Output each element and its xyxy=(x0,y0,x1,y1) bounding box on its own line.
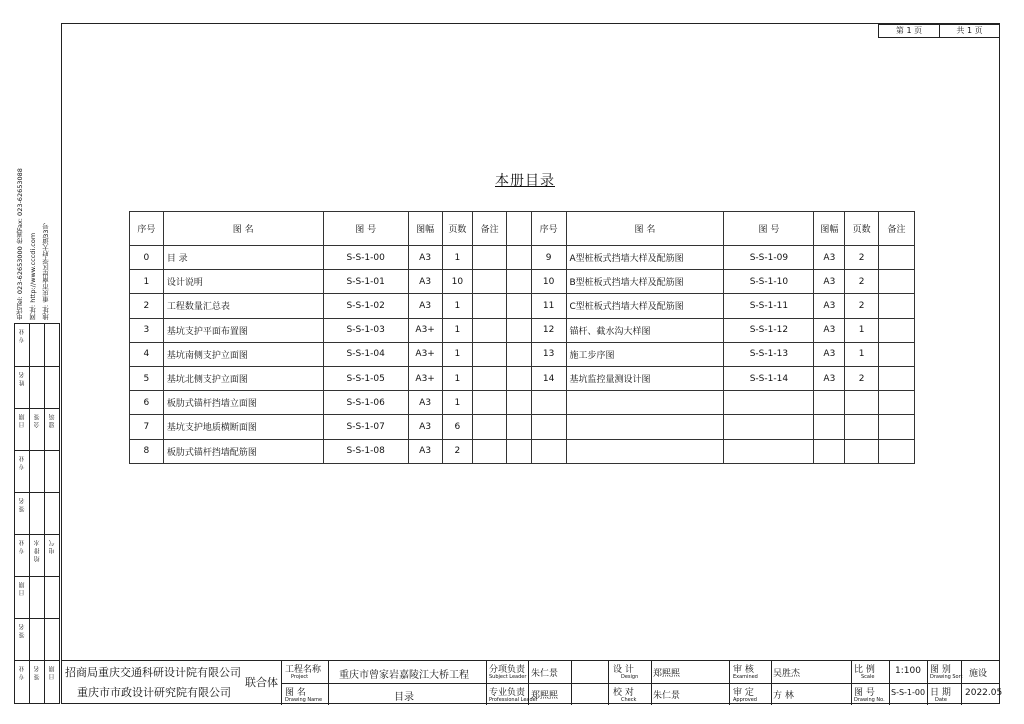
lc-label: 签 名 xyxy=(34,666,41,680)
table-cell xyxy=(473,439,507,463)
sort-value: 施设 xyxy=(969,669,988,679)
table-row xyxy=(130,318,915,342)
spacer-cell xyxy=(507,318,532,342)
scale-value: 1:100 xyxy=(895,666,921,676)
table-cell: 基坑北侧支护立面图 xyxy=(163,366,323,390)
header-cell: 图 号 xyxy=(323,212,408,246)
date-label: 日 期 xyxy=(930,688,951,698)
scale-label: 比 例 xyxy=(854,665,875,675)
table-cell xyxy=(473,342,507,366)
table-cell: S-S-1-11 xyxy=(724,294,814,318)
design-label: 设 计 xyxy=(613,665,634,675)
drawing-label: 图 名 xyxy=(285,688,306,698)
table-cell: 2 xyxy=(130,294,164,318)
table-cell: A3 xyxy=(408,294,442,318)
lc-label: 专 业 xyxy=(19,329,26,343)
sub-lead-label-en: Subject Leader xyxy=(489,674,527,680)
prof-lead-label-en: Professional Leader xyxy=(489,697,538,703)
table-cell: 9 xyxy=(531,246,566,270)
table-cell: 2 xyxy=(845,294,879,318)
table-row xyxy=(130,270,915,294)
lc-label: 专 业 xyxy=(19,456,26,470)
project-label-en: Project xyxy=(291,674,309,680)
table-row xyxy=(130,415,915,439)
header-cell: 页数 xyxy=(845,212,879,246)
table-cell: 0 xyxy=(130,246,164,270)
table-cell xyxy=(845,439,879,463)
table-cell: C型桩板式挡墙大样及配筋图 xyxy=(566,294,724,318)
table-cell: S-S-1-00 xyxy=(323,246,408,270)
table-cell: 锚杆、截水沟大样图 xyxy=(566,318,724,342)
no-label-en: Drawing No. xyxy=(854,697,885,703)
lc-label: 日 期 xyxy=(19,582,26,596)
project-name: 重庆市曾家岩嘉陵江大桥工程 xyxy=(339,670,469,681)
table-cell: S-S-1-06 xyxy=(323,391,408,415)
table-cell: 2 xyxy=(845,270,879,294)
table-cell: 1 xyxy=(442,342,473,366)
table-cell: 6 xyxy=(130,391,164,415)
examine-label-en: Examined xyxy=(733,674,758,680)
table-cell: A3 xyxy=(408,270,442,294)
joint-label: 联合体 xyxy=(245,676,278,689)
scale-label-en: Scale xyxy=(861,674,875,680)
table-cell: A3 xyxy=(408,391,442,415)
prof-lead: 郑熙熙 xyxy=(531,691,559,701)
table-cell: 4 xyxy=(130,342,164,366)
table-row xyxy=(130,342,915,366)
table-cell: 1 xyxy=(442,391,473,415)
table-cell: 1 xyxy=(442,318,473,342)
title-block xyxy=(61,660,1003,705)
lc-label: 建 筑 xyxy=(49,414,56,428)
table-cell: 设计说明 xyxy=(163,270,323,294)
checker: 朱仁景 xyxy=(653,691,681,701)
lc-label: 专 业 xyxy=(19,540,26,554)
table-cell: S-S-1-03 xyxy=(323,318,408,342)
table-cell: 基坑监控量测设计图 xyxy=(566,366,724,390)
contact-info xyxy=(14,150,60,320)
table-cell: 12 xyxy=(531,318,566,342)
table-cell: 2 xyxy=(845,366,879,390)
table-cell: 14 xyxy=(531,366,566,390)
spacer-cell xyxy=(507,391,532,415)
table-cell: 8 xyxy=(130,439,164,463)
table-cell: S-S-1-02 xyxy=(323,294,408,318)
spacer-cell xyxy=(507,439,532,463)
table-cell: 1 xyxy=(442,366,473,390)
table-cell xyxy=(566,439,724,463)
table-cell: 板肋式锚杆挡墙立面图 xyxy=(163,391,323,415)
table-cell: 基坑南侧支护立面图 xyxy=(163,342,323,366)
header-cell: 图 名 xyxy=(163,212,323,246)
table-cell: 工程数量汇总表 xyxy=(163,294,323,318)
table-cell xyxy=(473,246,507,270)
date-label-en: Date xyxy=(935,697,947,703)
lc-label: 姓 名 xyxy=(19,372,26,386)
table-cell: 1 xyxy=(130,270,164,294)
table-cell: 3 xyxy=(130,318,164,342)
table-row xyxy=(130,246,915,270)
table-cell: 基坑支护地质横断面图 xyxy=(163,415,323,439)
table-cell: S-S-1-14 xyxy=(724,366,814,390)
table-cell: S-S-1-05 xyxy=(323,366,408,390)
spacer-cell xyxy=(507,246,532,270)
table-cell: A3 xyxy=(814,294,845,318)
table-cell: 1 xyxy=(442,294,473,318)
design-label-en: Design xyxy=(621,674,639,680)
sub-lead: 朱仁景 xyxy=(531,669,559,679)
drawing-no: S-S-1-00 xyxy=(891,688,926,697)
table-cell xyxy=(531,439,566,463)
table-cell: A3+ xyxy=(408,342,442,366)
table-cell xyxy=(814,391,845,415)
table-header-row xyxy=(130,212,915,246)
prof-lead-label: 专业负责 xyxy=(489,688,526,698)
table-cell: A3 xyxy=(408,246,442,270)
sub-lead-label: 分项负责 xyxy=(489,665,526,675)
table-cell: 板肋式锚杆挡墙配筋图 xyxy=(163,439,323,463)
table-cell: 基坑支护平面布置图 xyxy=(163,318,323,342)
approve-label: 审 定 xyxy=(733,688,754,698)
table-cell: 1 xyxy=(845,342,879,366)
examiner: 吴胜杰 xyxy=(773,669,801,679)
table-cell xyxy=(845,415,879,439)
table-cell: A3 xyxy=(408,415,442,439)
table-cell xyxy=(724,391,814,415)
company-2: 重庆市市政设计研究院有限公司 xyxy=(77,686,231,699)
table-row xyxy=(130,391,915,415)
table-row xyxy=(130,439,915,463)
table-cell xyxy=(531,391,566,415)
table-cell xyxy=(814,415,845,439)
table-cell: 11 xyxy=(531,294,566,318)
check-label-en: Check xyxy=(621,697,637,703)
table-cell xyxy=(473,415,507,439)
contact-web: 网址: http://www.cccdi.com xyxy=(29,232,37,320)
header-cell: 备注 xyxy=(473,212,507,246)
sort-label-en: Drawing Sort xyxy=(930,674,963,680)
table-cell: A3 xyxy=(814,318,845,342)
table-cell: S-S-1-04 xyxy=(323,342,408,366)
examine-label: 审 核 xyxy=(733,665,754,675)
table-cell xyxy=(473,366,507,390)
approver: 方 林 xyxy=(773,691,794,701)
table-cell xyxy=(879,270,915,294)
approve-label-en: Approved xyxy=(733,697,757,703)
drawing-label-en: Drawing Name xyxy=(285,697,323,703)
table-cell: A3 xyxy=(814,270,845,294)
table-cell: S-S-1-10 xyxy=(724,270,814,294)
table-cell: S-S-1-13 xyxy=(724,342,814,366)
table-cell: 2 xyxy=(442,439,473,463)
table-cell: S-S-1-07 xyxy=(323,415,408,439)
table-cell xyxy=(879,318,915,342)
table-cell xyxy=(724,415,814,439)
page-total: 共 1 页 xyxy=(939,24,1000,38)
project-label: 工程名称 xyxy=(285,665,322,675)
table-cell: S-S-1-12 xyxy=(724,318,814,342)
spacer-cell xyxy=(507,342,532,366)
table-cell xyxy=(566,391,724,415)
table-cell: 10 xyxy=(442,270,473,294)
table-cell: A3+ xyxy=(408,318,442,342)
table-cell: A3 xyxy=(814,246,845,270)
check-label: 校 对 xyxy=(613,688,634,698)
table-cell xyxy=(879,246,915,270)
spacer-cell xyxy=(507,294,532,318)
table-cell: 2 xyxy=(845,246,879,270)
table-cell xyxy=(879,342,915,366)
table-cell: S-S-1-01 xyxy=(323,270,408,294)
table-row xyxy=(130,294,915,318)
table-cell: 13 xyxy=(531,342,566,366)
page-title: 本册目录 xyxy=(495,173,555,189)
spacer-cell xyxy=(507,366,532,390)
table-cell xyxy=(814,439,845,463)
header-cell: 图 名 xyxy=(566,212,724,246)
designer: 郑熙熙 xyxy=(653,669,681,679)
table-cell xyxy=(473,391,507,415)
lc-label: 会 签 xyxy=(34,414,41,428)
lc-label: 电 气 xyxy=(49,540,56,554)
table-cell: 1 xyxy=(845,318,879,342)
header-cell: 序号 xyxy=(130,212,164,246)
header-cell: 序号 xyxy=(531,212,566,246)
date-value: 2022.05 xyxy=(965,688,1003,698)
spacer-cell xyxy=(507,270,532,294)
table-cell: A3 xyxy=(814,342,845,366)
table-cell: A3 xyxy=(408,439,442,463)
table-row xyxy=(130,366,915,390)
lc-label: 日 期 xyxy=(49,666,56,680)
lc-label: 日 期 xyxy=(19,414,26,428)
header-cell: 图幅 xyxy=(814,212,845,246)
table-cell xyxy=(879,366,915,390)
drawing-index-table xyxy=(129,211,915,464)
page-current: 第 1 页 xyxy=(878,24,940,38)
drawing-name: 目录 xyxy=(394,692,414,703)
table-cell: 目 录 xyxy=(163,246,323,270)
lc-label: 专 业 xyxy=(19,666,26,680)
table-cell: A型桩板式挡墙大样及配筋图 xyxy=(566,246,724,270)
contact-phone: 电话Tel: 023-62653000 传真Fax: 023-62653088 xyxy=(16,168,24,320)
table-cell: S-S-1-08 xyxy=(323,439,408,463)
table-cell xyxy=(879,391,915,415)
table-cell: 5 xyxy=(130,366,164,390)
table-cell: S-S-1-09 xyxy=(724,246,814,270)
table-cell xyxy=(473,270,507,294)
lc-label: 签 名 xyxy=(19,498,26,512)
no-label: 图 号 xyxy=(854,688,875,698)
table-cell: 7 xyxy=(130,415,164,439)
header-cell: 图幅 xyxy=(408,212,442,246)
header-cell: 备注 xyxy=(879,212,915,246)
spacer-cell xyxy=(507,212,532,246)
table-cell: 10 xyxy=(531,270,566,294)
table-cell xyxy=(845,391,879,415)
table-cell: 6 xyxy=(442,415,473,439)
table-cell xyxy=(879,294,915,318)
table-cell xyxy=(566,415,724,439)
contact-address: 地址: 重庆市南岸区学府大道33号 xyxy=(42,222,50,320)
sort-label: 图 别 xyxy=(930,665,951,675)
table-cell: A3 xyxy=(814,366,845,390)
lc-label: 给 排 水 xyxy=(34,540,41,562)
lc-label: 签 名 xyxy=(19,624,26,638)
table-cell xyxy=(473,294,507,318)
table-cell xyxy=(724,439,814,463)
table-cell xyxy=(879,415,915,439)
table-cell xyxy=(531,415,566,439)
spacer-cell xyxy=(507,415,532,439)
table-cell: A3+ xyxy=(408,366,442,390)
table-cell: B型桩板式挡墙大样及配筋图 xyxy=(566,270,724,294)
signature-column xyxy=(14,323,60,704)
table-cell: 1 xyxy=(442,246,473,270)
header-cell: 图 号 xyxy=(724,212,814,246)
table-cell: 施工步序图 xyxy=(566,342,724,366)
table-cell xyxy=(879,439,915,463)
header-cell: 页数 xyxy=(442,212,473,246)
table-cell xyxy=(473,318,507,342)
company-1: 招商局重庆交通科研设计院有限公司 xyxy=(65,666,241,679)
